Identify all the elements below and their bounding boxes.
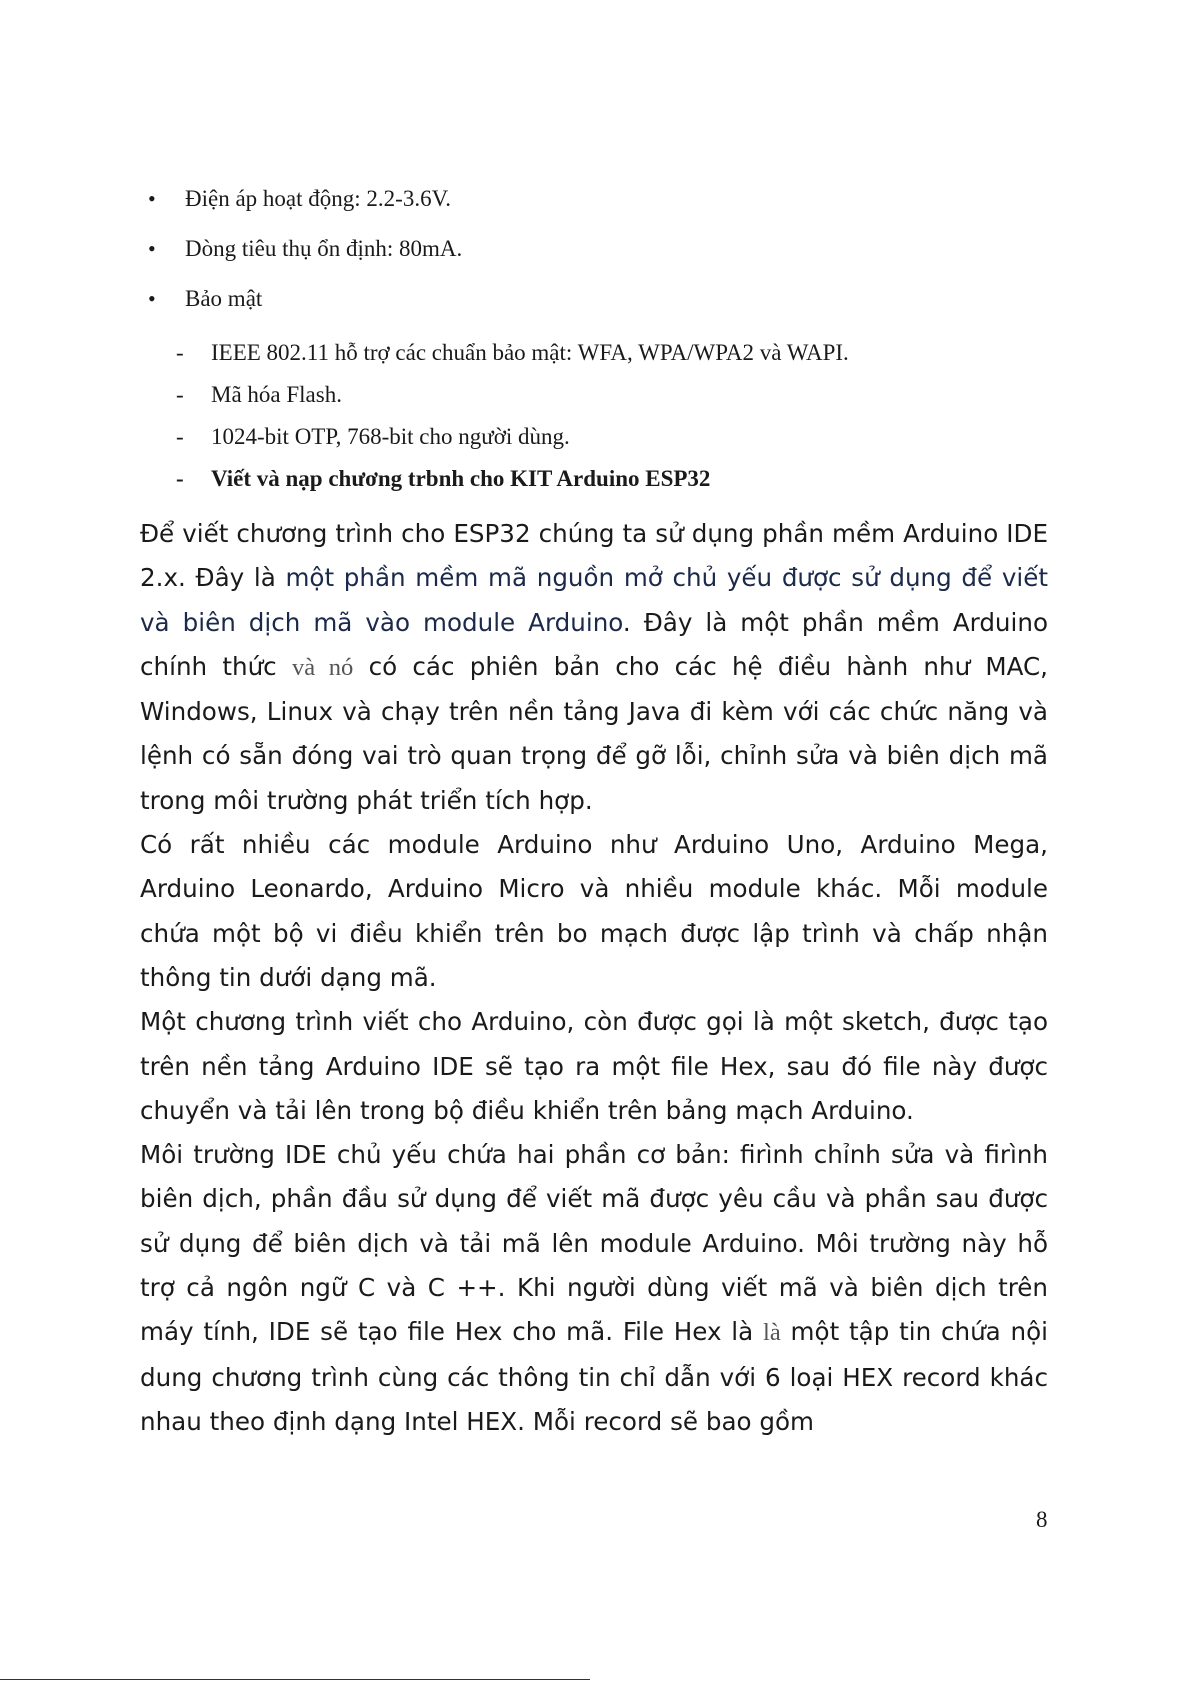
bullet-current: • Dòng tiêu thụ ổn định: 80mA.: [148, 236, 462, 262]
paragraph-4-part-c: một tập tin chứa nội dung chương trình cùng các thông tin chỉ dẫn với 6 loại HEX record khác nhau theo định dạng Intel HEX. Mỗi record sẽ bao gồm: [140, 1317, 1048, 1436]
paragraph-1-part-e: có các phiên bản cho các hệ điều hành như MAC, Windows, Linux và chạy trên nền tảng Java đi kèm với các chức năng và lệnh có sẵn đóng vai trò quan trọng để gỡ lỗi, chỉnh sửa và biên dịch mã trong môi trường phát triển tích hợp.: [140, 651, 1048, 815]
dash-item-ieee: - IEEE 802.11 hỗ trợ các chuẩn bảo mật: WFA, WPA/WPA2 và WAPI.: [176, 340, 849, 366]
body-text: [140, 512, 1048, 1444]
paragraph-arduino-modules: Có rất nhiều các module Arduino như Arduino Uno, Arduino Mega, Arduino Leonardo, Arduino Micro và nhiều module khác. Mỗi module chứa một bộ vi điều khiển trên bo mạch được lập trình và chấp nhận thông tin dưới dạng mã.: [140, 830, 1048, 992]
paragraph-sketch: Một chương trình viết cho Arduino, còn được gọi là một sketch, được tạo trên nền tảng Arduino IDE sẽ tạo ra một file Hex, sau đó file này được chuyển và tải lên trong bộ điều khiển trên bảng mạch Arduino.: [140, 1007, 1048, 1125]
paragraph-arduino-ide: [140, 512, 1048, 823]
paragraph-1-part-b: một phần mềm mã nguồn mở chủ yếu được sử dụng để viết và biên dịch mã vào module Arduino: [140, 563, 1048, 637]
paragraph-4-part-a: Môi trường IDE chủ yếu chứa hai phần cơ bản: firình chỉnh sửa và firình biên dịch, phần đầu sử dụng để viết mã được yêu cầu và phần sau được sử dụng để biên dịch và tải mã lên module Arduino. Môi trường này hỗ trợ cả ngôn ngữ C và C ++. Khi người dùng viết mã và biên dịch trên máy tính, IDE sẽ tạo file Hex cho mã. File Hex là: [140, 1140, 1048, 1347]
dash-item-flash: - Mã hóa Flash.: [176, 382, 849, 408]
section-heading: - Viết và nạp chương trbnh cho KIT Arduino ESP32: [176, 466, 849, 492]
bullet-voltage: • Điện áp hoạt động: 2.2-3.6V.: [148, 186, 462, 212]
paragraph-ide-environment: [140, 1133, 1048, 1444]
footer-divider: [0, 1679, 590, 1680]
dash-item-otp: - 1024-bit OTP, 768-bit cho người dùng.: [176, 424, 849, 450]
spec-bullet-list: [148, 186, 462, 336]
paragraph-1-part-d: và nó: [291, 653, 354, 681]
paragraph-1-part-c: . Đây là một phần mềm Arduino chính thức: [140, 607, 1048, 681]
security-dash-list: [176, 340, 849, 508]
bullet-security: • Bảo mật: [148, 286, 462, 312]
page-number: 8: [1036, 1507, 1048, 1532]
paragraph-1-part-a: Để viết chương trình cho ESP32 chúng ta sử dụng phần mềm Arduino IDE 2.x. Đây là: [140, 519, 1048, 593]
paragraph-4-part-b: là: [763, 1319, 781, 1347]
